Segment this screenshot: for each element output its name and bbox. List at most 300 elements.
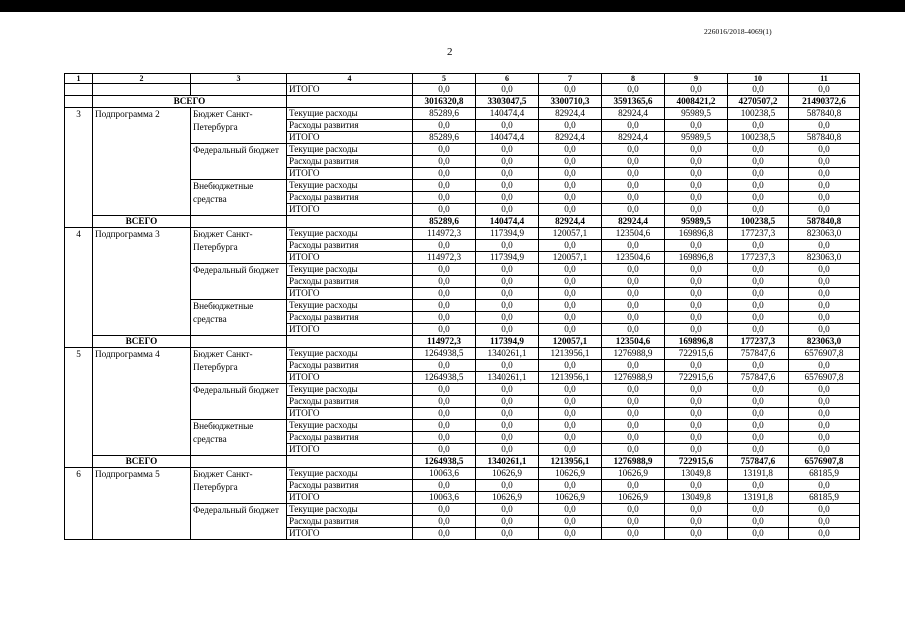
value-cell: 0,0: [665, 516, 728, 528]
table-cell: [287, 456, 413, 468]
expense-type: ИТОГО: [287, 204, 413, 216]
value-cell: 0,0: [539, 444, 602, 456]
value-cell: 0,0: [728, 144, 789, 156]
subprogram-name: Подпрограмма 4: [93, 348, 191, 456]
value-cell: 0,0: [476, 432, 539, 444]
value-cell: 0,0: [413, 156, 476, 168]
value-cell: 0,0: [539, 504, 602, 516]
value-cell: 3591365,6: [602, 96, 665, 108]
value-cell: 0,0: [789, 312, 860, 324]
value-cell: 0,0: [539, 240, 602, 252]
expense-type: Расходы развития: [287, 276, 413, 288]
expense-type: ИТОГО: [287, 324, 413, 336]
total-label: ВСЕГО: [93, 96, 287, 108]
value-cell: 0,0: [413, 396, 476, 408]
value-cell: 0,0: [602, 300, 665, 312]
value-cell: 0,0: [789, 156, 860, 168]
expense-type: Текущие расходы: [287, 348, 413, 360]
expense-type: Текущие расходы: [287, 144, 413, 156]
value-cell: 0,0: [789, 264, 860, 276]
expense-type: ИТОГО: [287, 252, 413, 264]
value-cell: 0,0: [665, 432, 728, 444]
value-cell: 0,0: [602, 240, 665, 252]
value-cell: 0,0: [789, 360, 860, 372]
value-cell: 0,0: [665, 408, 728, 420]
value-cell: 10626,9: [539, 468, 602, 480]
value-cell: 95989,5: [665, 132, 728, 144]
value-cell: 0,0: [413, 180, 476, 192]
value-cell: 0,0: [665, 312, 728, 324]
funding-source: Федеральный бюджет: [191, 144, 287, 180]
value-cell: 1276988,9: [602, 348, 665, 360]
expense-type: Текущие расходы: [287, 228, 413, 240]
column-number-header: 6: [476, 74, 539, 84]
funding-source: Бюджет Санкт-Петербурга: [191, 108, 287, 144]
value-cell: 4008421,2: [665, 96, 728, 108]
column-number-header: 3: [191, 74, 287, 84]
value-cell: 0,0: [602, 360, 665, 372]
total-row: [65, 216, 860, 228]
value-cell: 0,0: [413, 84, 476, 96]
expense-type: Текущие расходы: [287, 504, 413, 516]
value-cell: 0,0: [728, 516, 789, 528]
page-number: 2: [447, 46, 453, 58]
value-cell: 0,0: [665, 420, 728, 432]
value-cell: 0,0: [665, 324, 728, 336]
value-cell: 0,0: [476, 276, 539, 288]
value-cell: 0,0: [602, 528, 665, 540]
value-cell: 0,0: [665, 300, 728, 312]
value-cell: 0,0: [413, 312, 476, 324]
value-cell: 0,0: [728, 432, 789, 444]
expense-type: Расходы развития: [287, 240, 413, 252]
value-cell: 123504,6: [602, 228, 665, 240]
column-number-header: 9: [665, 74, 728, 84]
value-cell: 1213956,1: [539, 372, 602, 384]
subprogram-name: Подпрограмма 3: [93, 228, 191, 336]
value-cell: 68185,9: [789, 492, 860, 504]
value-cell: 82924,4: [539, 216, 602, 228]
table-row: [65, 468, 860, 480]
expense-type: Расходы развития: [287, 156, 413, 168]
value-cell: 0,0: [413, 504, 476, 516]
value-cell: 0,0: [539, 516, 602, 528]
value-cell: 117394,9: [476, 252, 539, 264]
value-cell: 0,0: [789, 480, 860, 492]
value-cell: 0,0: [602, 480, 665, 492]
expense-type: ИТОГО: [287, 444, 413, 456]
value-cell: 823063,0: [789, 228, 860, 240]
value-cell: 0,0: [602, 432, 665, 444]
value-cell: 117394,9: [476, 336, 539, 348]
value-cell: 0,0: [476, 444, 539, 456]
value-cell: 117394,9: [476, 228, 539, 240]
value-cell: 10626,9: [476, 492, 539, 504]
value-cell: 100238,5: [728, 132, 789, 144]
table-row: [65, 84, 860, 96]
value-cell: 13049,8: [665, 468, 728, 480]
value-cell: 1264938,5: [413, 348, 476, 360]
column-number-header: 4: [287, 74, 413, 84]
value-cell: 177237,3: [728, 336, 789, 348]
value-cell: 0,0: [728, 264, 789, 276]
row-item-label: ИТОГО: [287, 84, 413, 96]
funding-source: Федеральный бюджет: [191, 504, 287, 540]
value-cell: 0,0: [602, 312, 665, 324]
value-cell: 68185,9: [789, 468, 860, 480]
value-cell: 0,0: [539, 360, 602, 372]
value-cell: 0,0: [539, 384, 602, 396]
value-cell: 0,0: [602, 444, 665, 456]
value-cell: 0,0: [539, 408, 602, 420]
value-cell: 0,0: [789, 432, 860, 444]
value-cell: 0,0: [539, 300, 602, 312]
value-cell: 0,0: [728, 396, 789, 408]
expense-type: Расходы развития: [287, 396, 413, 408]
value-cell: 0,0: [476, 312, 539, 324]
value-cell: 587840,8: [789, 216, 860, 228]
total-label: ВСЕГО: [93, 456, 191, 468]
value-cell: 0,0: [602, 168, 665, 180]
value-cell: 0,0: [665, 528, 728, 540]
value-cell: 0,0: [539, 312, 602, 324]
value-cell: 100238,5: [728, 216, 789, 228]
value-cell: 0,0: [602, 120, 665, 132]
expense-type: Расходы развития: [287, 192, 413, 204]
value-cell: 0,0: [539, 192, 602, 204]
value-cell: 1213956,1: [539, 456, 602, 468]
funding-source: Федеральный бюджет: [191, 384, 287, 420]
value-cell: 82924,4: [602, 108, 665, 120]
value-cell: 0,0: [728, 384, 789, 396]
value-cell: 0,0: [665, 396, 728, 408]
value-cell: 0,0: [476, 408, 539, 420]
value-cell: 0,0: [789, 504, 860, 516]
total-row: [65, 96, 860, 108]
value-cell: 0,0: [728, 408, 789, 420]
value-cell: 120057,1: [539, 336, 602, 348]
value-cell: 0,0: [539, 528, 602, 540]
value-cell: 0,0: [789, 384, 860, 396]
value-cell: 0,0: [789, 180, 860, 192]
value-cell: 1276988,9: [602, 372, 665, 384]
expense-type: ИТОГО: [287, 528, 413, 540]
value-cell: 757847,6: [728, 348, 789, 360]
value-cell: 0,0: [476, 396, 539, 408]
funding-source: Внебюджетные средства: [191, 420, 287, 456]
scan-top-border: [0, 0, 905, 12]
value-cell: 0,0: [413, 300, 476, 312]
value-cell: 0,0: [728, 180, 789, 192]
value-cell: 0,0: [789, 396, 860, 408]
value-cell: 0,0: [476, 288, 539, 300]
value-cell: 0,0: [789, 300, 860, 312]
value-cell: 120057,1: [539, 228, 602, 240]
value-cell: 10626,9: [539, 492, 602, 504]
value-cell: 0,0: [728, 504, 789, 516]
value-cell: 0,0: [413, 528, 476, 540]
value-cell: 0,0: [539, 168, 602, 180]
value-cell: 1340261,1: [476, 456, 539, 468]
funding-source: Внебюджетные средства: [191, 300, 287, 336]
value-cell: 0,0: [413, 444, 476, 456]
value-cell: 140474,4: [476, 216, 539, 228]
value-cell: 123504,6: [602, 336, 665, 348]
total-label: ВСЕГО: [93, 336, 191, 348]
funding-source: Бюджет Санкт-Петербурга: [191, 228, 287, 264]
expense-type: Расходы развития: [287, 516, 413, 528]
table-cell: [65, 84, 93, 96]
column-number-header: 10: [728, 74, 789, 84]
value-cell: 0,0: [539, 156, 602, 168]
value-cell: 1264938,5: [413, 372, 476, 384]
value-cell: 169896,8: [665, 228, 728, 240]
value-cell: 0,0: [476, 264, 539, 276]
value-cell: 0,0: [476, 168, 539, 180]
expense-type: Текущие расходы: [287, 384, 413, 396]
value-cell: 0,0: [602, 204, 665, 216]
table-cell: [65, 96, 93, 108]
funding-source: Федеральный бюджет: [191, 264, 287, 300]
value-cell: 82924,4: [539, 132, 602, 144]
value-cell: 0,0: [413, 192, 476, 204]
value-cell: 0,0: [602, 288, 665, 300]
value-cell: 0,0: [539, 180, 602, 192]
document-number: 226016/2018-4069(1): [704, 27, 772, 36]
total-row: [65, 456, 860, 468]
value-cell: 757847,6: [728, 456, 789, 468]
value-cell: 0,0: [789, 144, 860, 156]
value-cell: 0,0: [665, 264, 728, 276]
row-number: 5: [65, 348, 93, 468]
value-cell: 13191,8: [728, 492, 789, 504]
value-cell: 0,0: [476, 144, 539, 156]
value-cell: 0,0: [539, 120, 602, 132]
value-cell: 0,0: [665, 444, 728, 456]
expense-type: Расходы развития: [287, 432, 413, 444]
table-cell: [191, 84, 287, 96]
value-cell: 0,0: [539, 432, 602, 444]
value-cell: 0,0: [602, 396, 665, 408]
value-cell: 0,0: [728, 240, 789, 252]
value-cell: 0,0: [476, 528, 539, 540]
value-cell: 722915,6: [665, 372, 728, 384]
value-cell: 0,0: [539, 144, 602, 156]
expense-type: Расходы развития: [287, 360, 413, 372]
value-cell: 0,0: [602, 84, 665, 96]
value-cell: 0,0: [665, 156, 728, 168]
value-cell: 10063,6: [413, 492, 476, 504]
value-cell: 85289,6: [413, 216, 476, 228]
value-cell: 0,0: [789, 516, 860, 528]
value-cell: 0,0: [476, 360, 539, 372]
value-cell: 0,0: [539, 324, 602, 336]
table-row: [65, 228, 860, 240]
value-cell: 823063,0: [789, 252, 860, 264]
value-cell: 722915,6: [665, 348, 728, 360]
value-cell: 10626,9: [602, 468, 665, 480]
value-cell: 0,0: [476, 120, 539, 132]
table-cell: [287, 96, 413, 108]
value-cell: 0,0: [602, 180, 665, 192]
value-cell: 0,0: [476, 180, 539, 192]
value-cell: 95989,5: [665, 108, 728, 120]
value-cell: 85289,6: [413, 132, 476, 144]
value-cell: 0,0: [413, 420, 476, 432]
funding-source: Бюджет Санкт-Петербурга: [191, 468, 287, 504]
value-cell: 1340261,1: [476, 372, 539, 384]
value-cell: 0,0: [602, 144, 665, 156]
value-cell: 0,0: [665, 480, 728, 492]
table-cell: [191, 216, 287, 228]
value-cell: 0,0: [413, 480, 476, 492]
value-cell: 0,0: [728, 120, 789, 132]
value-cell: 0,0: [602, 420, 665, 432]
value-cell: 0,0: [602, 264, 665, 276]
value-cell: 6576907,8: [789, 372, 860, 384]
value-cell: 0,0: [413, 264, 476, 276]
value-cell: 0,0: [728, 84, 789, 96]
row-number: 3: [65, 108, 93, 228]
value-cell: 0,0: [789, 204, 860, 216]
expense-type: Текущие расходы: [287, 420, 413, 432]
value-cell: 0,0: [789, 276, 860, 288]
table-cell: [287, 336, 413, 348]
value-cell: 1264938,5: [413, 456, 476, 468]
value-cell: 82924,4: [602, 216, 665, 228]
row-number: 6: [65, 468, 93, 540]
value-cell: 6576907,8: [789, 456, 860, 468]
value-cell: 0,0: [413, 516, 476, 528]
value-cell: 0,0: [413, 360, 476, 372]
value-cell: 10626,9: [476, 468, 539, 480]
value-cell: 0,0: [602, 516, 665, 528]
value-cell: 13191,8: [728, 468, 789, 480]
value-cell: 0,0: [789, 168, 860, 180]
value-cell: 0,0: [665, 240, 728, 252]
value-cell: 0,0: [789, 408, 860, 420]
table-cell: [191, 336, 287, 348]
column-number-header: 11: [789, 74, 860, 84]
value-cell: 0,0: [665, 192, 728, 204]
value-cell: 0,0: [789, 420, 860, 432]
value-cell: 123504,6: [602, 252, 665, 264]
value-cell: 0,0: [539, 276, 602, 288]
column-number-header: 8: [602, 74, 665, 84]
value-cell: 0,0: [665, 120, 728, 132]
value-cell: 140474,4: [476, 132, 539, 144]
funding-source: Внебюджетные средства: [191, 180, 287, 216]
value-cell: 0,0: [728, 168, 789, 180]
value-cell: 0,0: [602, 324, 665, 336]
column-number-header: 5: [413, 74, 476, 84]
expense-type: Текущие расходы: [287, 468, 413, 480]
value-cell: 823063,0: [789, 336, 860, 348]
value-cell: 6576907,8: [789, 348, 860, 360]
value-cell: 0,0: [476, 504, 539, 516]
value-cell: 0,0: [728, 204, 789, 216]
value-cell: 0,0: [728, 324, 789, 336]
header-row: [65, 74, 860, 84]
subprogram-name: Подпрограмма 5: [93, 468, 191, 540]
value-cell: 0,0: [539, 420, 602, 432]
value-cell: 0,0: [665, 168, 728, 180]
value-cell: 0,0: [602, 276, 665, 288]
value-cell: 82924,4: [602, 132, 665, 144]
value-cell: 0,0: [665, 360, 728, 372]
expense-type: ИТОГО: [287, 288, 413, 300]
value-cell: 0,0: [665, 180, 728, 192]
expense-type: ИТОГО: [287, 492, 413, 504]
value-cell: 0,0: [789, 192, 860, 204]
value-cell: 82924,4: [539, 108, 602, 120]
value-cell: 0,0: [665, 384, 728, 396]
value-cell: 0,0: [728, 312, 789, 324]
value-cell: 85289,6: [413, 108, 476, 120]
value-cell: 0,0: [413, 168, 476, 180]
value-cell: 177237,3: [728, 252, 789, 264]
value-cell: 0,0: [602, 504, 665, 516]
value-cell: 0,0: [539, 288, 602, 300]
expense-type: Расходы развития: [287, 312, 413, 324]
value-cell: 1213956,1: [539, 348, 602, 360]
value-cell: 587840,8: [789, 132, 860, 144]
value-cell: 0,0: [728, 420, 789, 432]
value-cell: 169896,8: [665, 336, 728, 348]
value-cell: 0,0: [665, 84, 728, 96]
value-cell: 0,0: [539, 264, 602, 276]
value-cell: 0,0: [728, 444, 789, 456]
value-cell: 0,0: [789, 120, 860, 132]
column-number-header: 1: [65, 74, 93, 84]
value-cell: 0,0: [602, 408, 665, 420]
value-cell: 3300710,3: [539, 96, 602, 108]
value-cell: 0,0: [789, 324, 860, 336]
value-cell: 0,0: [476, 156, 539, 168]
value-cell: 0,0: [728, 192, 789, 204]
value-cell: 0,0: [413, 144, 476, 156]
value-cell: 0,0: [539, 204, 602, 216]
value-cell: 722915,6: [665, 456, 728, 468]
value-cell: 0,0: [602, 384, 665, 396]
expense-type: Расходы развития: [287, 480, 413, 492]
expense-type: Текущие расходы: [287, 108, 413, 120]
value-cell: 0,0: [413, 288, 476, 300]
value-cell: 0,0: [476, 384, 539, 396]
value-cell: 0,0: [476, 516, 539, 528]
value-cell: 0,0: [413, 324, 476, 336]
value-cell: 0,0: [476, 480, 539, 492]
column-number-header: 7: [539, 74, 602, 84]
value-cell: 0,0: [413, 408, 476, 420]
value-cell: 0,0: [413, 204, 476, 216]
value-cell: 95989,5: [665, 216, 728, 228]
value-cell: 0,0: [665, 276, 728, 288]
value-cell: 120057,1: [539, 252, 602, 264]
value-cell: 0,0: [789, 444, 860, 456]
value-cell: 1276988,9: [602, 456, 665, 468]
value-cell: 0,0: [728, 300, 789, 312]
value-cell: 0,0: [539, 84, 602, 96]
value-cell: 114972,3: [413, 252, 476, 264]
value-cell: 0,0: [665, 504, 728, 516]
value-cell: 0,0: [602, 156, 665, 168]
total-label: ВСЕГО: [93, 216, 191, 228]
value-cell: 0,0: [789, 84, 860, 96]
expense-type: Текущие расходы: [287, 300, 413, 312]
value-cell: 0,0: [728, 480, 789, 492]
value-cell: 0,0: [602, 192, 665, 204]
